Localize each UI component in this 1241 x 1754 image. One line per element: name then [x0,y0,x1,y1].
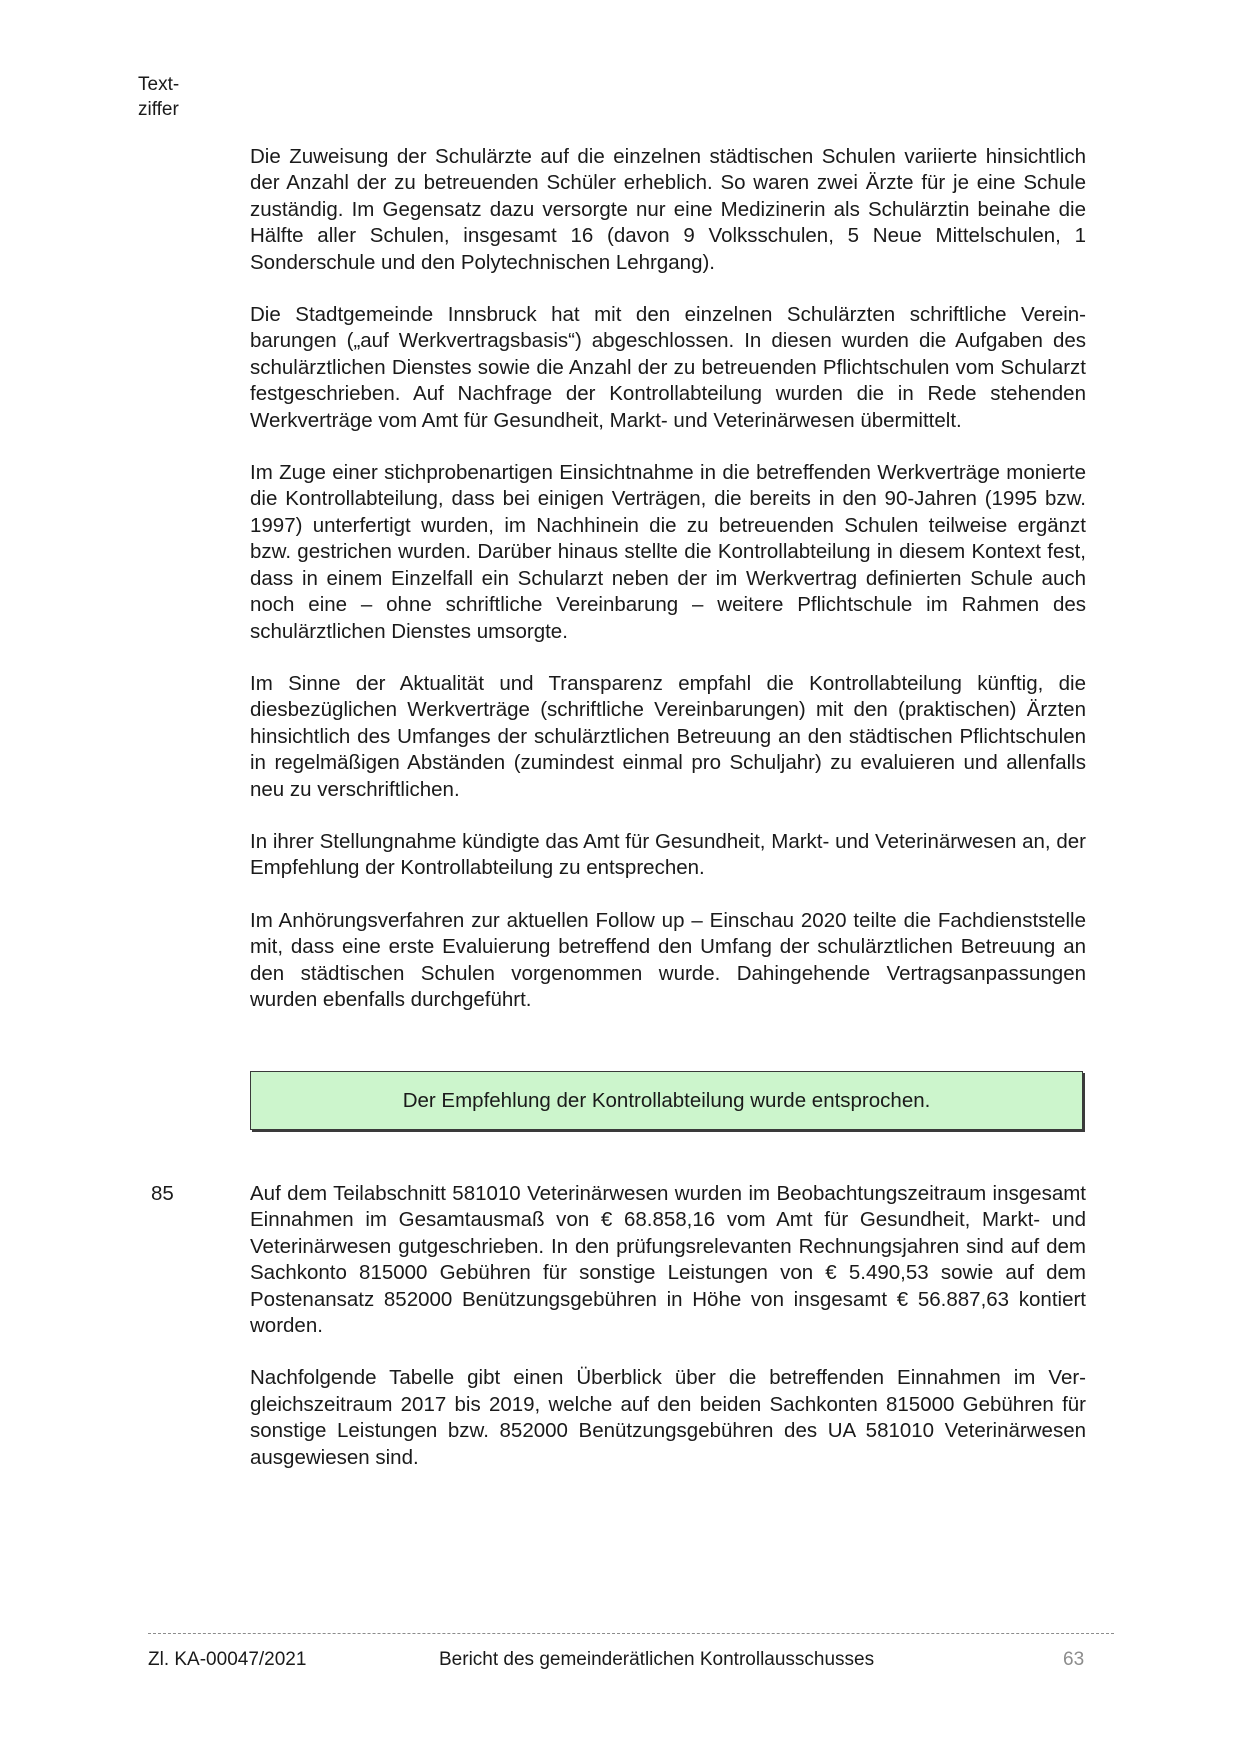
footer-title: Bericht des gemeinderätlichen Kontrollausschusses [439,1649,875,1670]
footer-divider [148,1633,1114,1634]
paragraph-hearing-procedure: Im Anhörungsverfahren zur aktuellen Follow up – Einschau 2020 teilte die Fachdienststelle mit, dass eine erste Evaluierung betreffend den Umfang der schulärztlichen Betreuung an den städtischen Schulen vorgenommen wurde. Dahingehende Vertragsanpassungen wurden ebenfalls durchgeführt. [250,908,1086,1011]
paragraph-school-doctor-allocation: Die Zuweisung der Schulärzte auf die einzelnen städtischen Schulen variierte hinsichtlich der Anzahl der zu betreuenden Schüler erheblich. So waren zwei Ärzte für je eine Schule zuständig. Im Gegensatz dazu versorgte nur eine Medizinerin als Schulärztin beinahe die Hälfte aller Schulen, insgesamt 16 (davon 9 Volksschulen, 5 Neue Mittelschulen, 1 Sonderschule und den Polytechnischen Lehrgang). [250,145,1086,274]
paragraph-sample-inspection: Im Zuge einer stichprobenartigen Einsichtnahme in die betreffenden Werkverträge monierte die Kontrollabteilung, dass bei einigen Verträgen, die bereits in den 90-Jahren (1995 bzw. 1997) unterfertigt wurden, im Nachhinein die zu betreuenden Schulen teilweise ergänzt bzw. gestrichen wurden. Darüber hinaus stellte die Kontrollabteilung in diesem Kontext fest, dass in einem Einzelfall ein Schularzt neben der im Werkvertrag definierten Schule auch noch eine – ohne schriftliche Vereinbarung – weitere Pflichtschule im Rahmen des schulärztlichen Dienstes umsorgte. [250,461,1086,643]
section-85-text-block [250,1181,1086,1471]
paragraph-statement: In ihrer Stellungnahme kündigte das Amt für Gesundheit, Markt- und Veterinärwesen an, der Empfehlung der Kontrollabteilung zu entsprechen. [250,829,1086,880]
textziffer-header-line2: ziffer [138,99,179,120]
footer-reference: Zl. KA-00047/2021 [148,1649,307,1670]
paragraph-veterinary-revenue: Auf dem Teilabschnitt 581010 Veterinärwesen wurden im Beobachtungszeitraum insgesamt Einnahmen im Gesamtausmaß von € 68.858,16 vom Amt für Gesundheit, Markt- und Veterinärwesen gutgeschrieben. In den prüfungsrelevanten Rechnungsjahren sind auf dem Sachkonto 815000 Gebühren für sonstige Leistungen von € 5.490,53 sowie auf dem Postenansatz 852000 Benützungsgebühren in Höhe von insgesamt € 56.887,63 kontiert worden. [250,1182,1086,1338]
textziffer-number: 85 [151,1182,174,1205]
textziffer-header [138,72,179,122]
textziffer-header-line1: Text- [138,74,180,95]
recommendation-status-box [250,1071,1083,1130]
paragraph-table-intro: Nachfolgende Tabelle gibt einen Überblick über die betreffenden Einnahmen im Vergleichszeitraum 2017 bis 2019, welche auf den beiden Sachkonten 815000 Gebühren für sonstige Leistungen bzw. 852000 Benützungsgebühren des UA 581010 Veterinärwesen ausgewiesen sind. [250,1366,1086,1469]
body-text-block [250,144,1086,1013]
page-number: 63 [1063,1649,1085,1670]
paragraph-contract-agreements: Die Stadtgemeinde Innsbruck hat mit den einzelnen Schulärzten schriftliche Vereinbarungen („auf Werkvertragsbasis“) abgeschlossen. In diesen wurden die Aufgaben des schulärztlichen Dienstes sowie die Anzahl der zu betreuenden Pflichtschulen vom Schularzt festgeschrieben. Auf Nachfrage der Kontrollabteilung wurden die in Rede stehenden Werkverträge vom Amt für Gesundheit, Markt- und Veterinärwesen übermittelt. [250,303,1086,432]
recommendation-status-text: Der Empfehlung der Kontrollabteilung wurde entsprochen. [402,1088,931,1112]
paragraph-recommendation-text: Im Sinne der Aktualität und Transparenz empfahl die Kontrollabteilung künftig, die diesbezüglichen Werkverträge (schriftliche Vereinbarungen) mit den (praktischen) Ärzten hinsichtlich des Umfanges der schulärztlichen Betreuung an den städtischen Pflichtschulen in regelmäßigen Abständen (zumindest einmal pro Schuljahr) zu evaluieren und allenfalls neu zu verschriftlichen. [250,671,1086,801]
